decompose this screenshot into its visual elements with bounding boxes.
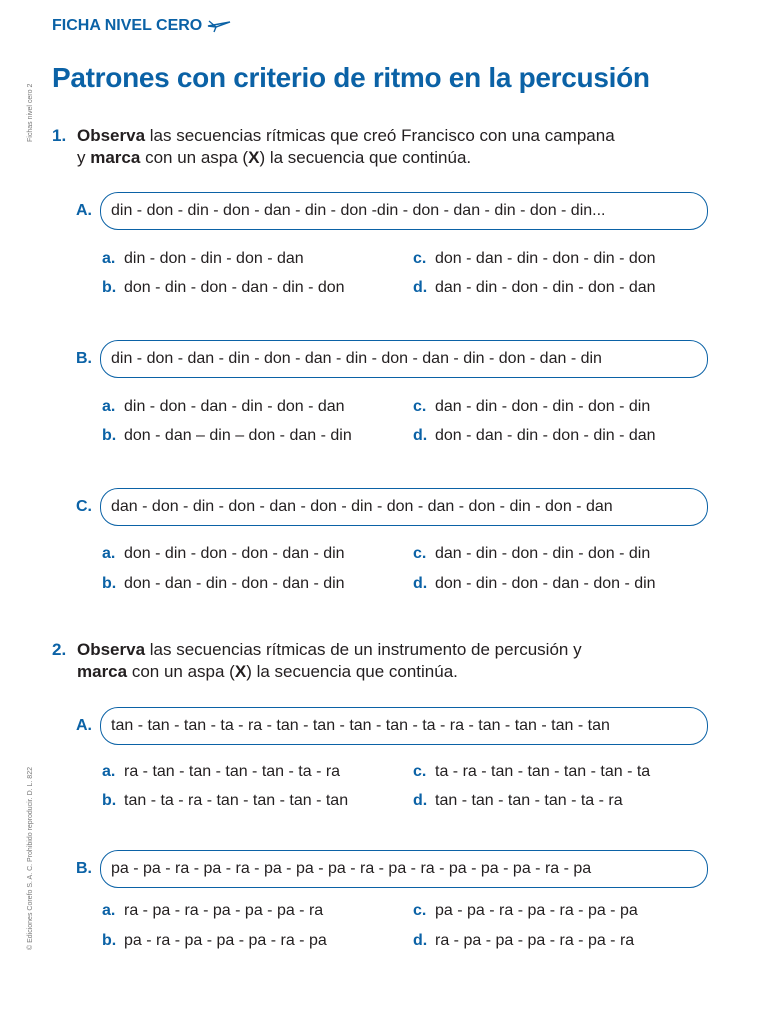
answer-option[interactable]: c. dan - din - don - din - don - din — [413, 398, 651, 415]
sequence-row — [76, 707, 708, 745]
page-title: Patrones con criterio de ritmo en la percusión — [52, 62, 650, 93]
question-2-prompt: 2. Observa las secuencias rítmicas de un instrumento de percusión y marca con un aspa (X) la secuencia que continúa. — [52, 640, 582, 681]
sequence-row — [76, 850, 708, 888]
sequence-box: din - don - din - don - dan - din - don -din - don - dan - din - don - din... — [100, 192, 708, 230]
side-note-copyright: © Ediciones Corefo S. A. C. Prohibido reproducir. D. L. 822 — [27, 767, 34, 950]
answer-option[interactable]: a. ra - pa - ra - pa - pa - pa - ra — [102, 902, 324, 919]
answer-option[interactable]: d. don - din - don - dan - don - din — [413, 575, 656, 592]
answer-option[interactable]: b. tan - ta - ra - tan - tan - tan - tan — [102, 792, 349, 809]
answer-option[interactable]: d. dan - din - don - din - don - dan — [413, 279, 656, 296]
answer-option[interactable]: a. din - don - dan - din - don - dan — [102, 398, 345, 415]
question-1-prompt: 1. Observa las secuencias rítmicas que creó Francisco con una campana y marca con un aspa (X) la secuencia que continúa. — [52, 126, 615, 167]
answer-option[interactable]: b. don - dan - din - don - dan - din — [102, 575, 345, 592]
answer-option[interactable]: d. tan - tan - tan - tan - ta - ra — [413, 792, 623, 809]
answer-option[interactable]: b. don - din - don - dan - din - don — [102, 279, 345, 296]
answer-option[interactable]: c. don - dan - din - don - din - don — [413, 250, 656, 267]
answer-option[interactable]: d. ra - pa - pa - pa - ra - pa - ra — [413, 932, 635, 949]
question-number: 2. — [52, 640, 67, 659]
sequence-letter: A. — [76, 202, 92, 219]
answer-option[interactable]: c. ta - ra - tan - tan - tan - tan - ta — [413, 763, 651, 780]
answer-option[interactable]: d. don - dan - din - don - din - dan — [413, 427, 656, 444]
sequence-letter: A. — [76, 717, 92, 734]
side-note-top: Fichas nivel cero 2 — [27, 83, 34, 142]
answer-option[interactable]: a. din - don - din - don - dan — [102, 250, 304, 267]
worksheet-label-text: FICHA NIVEL CERO — [52, 17, 203, 34]
sequence-box: din - don - dan - din - don - dan - din - don - dan - din - don - dan - din — [100, 340, 708, 378]
answer-option[interactable]: b. don - dan – din – don - dan - din — [102, 427, 352, 444]
sequence-box: tan - tan - tan - ta - ra - tan - tan - tan - tan - ta - ra - tan - tan - tan - tan — [100, 707, 708, 745]
worksheet-label — [52, 17, 232, 35]
answer-option[interactable]: a. ra - tan - tan - tan - tan - ta - ra — [102, 763, 341, 780]
answer-option[interactable]: c. pa - pa - ra - pa - ra - pa - pa — [413, 902, 638, 919]
sequence-letter: C. — [76, 498, 92, 515]
sequence-letter: B. — [76, 350, 92, 367]
sequence-row — [76, 340, 708, 378]
paper-plane-icon — [206, 19, 232, 33]
sequence-row — [76, 192, 708, 230]
sequence-row — [76, 488, 708, 526]
answer-option[interactable]: a. don - din - don - don - dan - din — [102, 545, 345, 562]
sequence-box: dan - don - din - don - dan - don - din - don - dan - don - din - don - dan — [100, 488, 708, 526]
sequence-box: pa - pa - ra - pa - ra - pa - pa - pa - ra - pa - ra - pa - pa - pa - ra - pa — [100, 850, 708, 888]
answer-option[interactable]: c. dan - din - don - din - don - din — [413, 545, 651, 562]
question-number: 1. — [52, 126, 67, 145]
sequence-letter: B. — [76, 860, 92, 877]
answer-option[interactable]: b. pa - ra - pa - pa - pa - ra - pa — [102, 932, 327, 949]
